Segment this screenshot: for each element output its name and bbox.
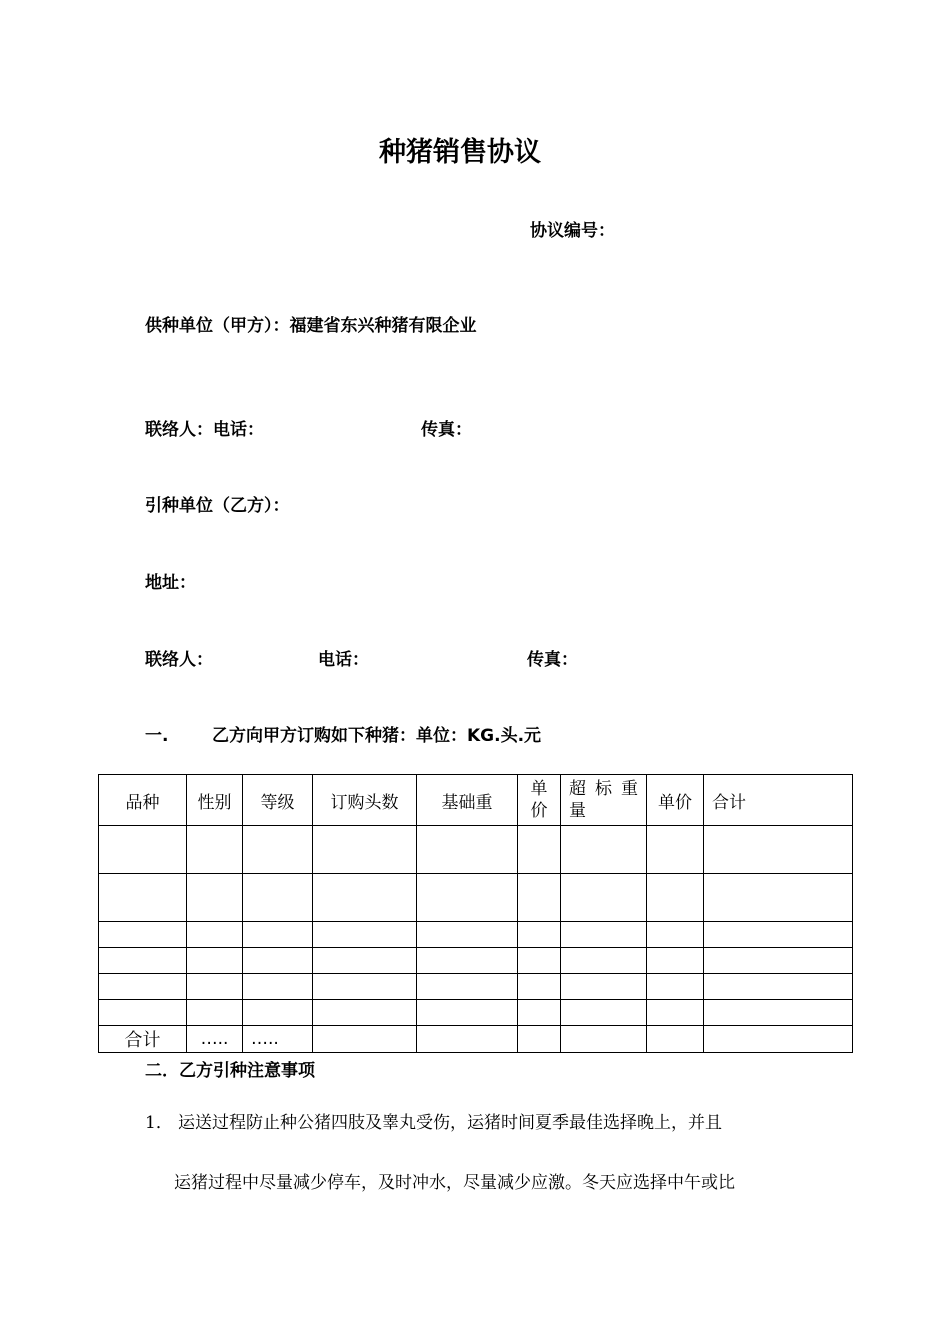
note1-number: 1． (145, 1113, 173, 1133)
header-unit-price-b: 单价 (647, 775, 704, 826)
order-table (98, 774, 853, 1053)
supplier-contact-phone-label: 联络人：电话： (145, 420, 264, 440)
table-row (99, 1000, 853, 1026)
header-over-weight-line1: 超 标 重 (569, 779, 638, 799)
header-sex: 性别 (187, 775, 243, 826)
address-label: 地址： (145, 573, 196, 593)
section2-heading: 二．乙方引种注意事项 (145, 1061, 315, 1081)
table-total-row (99, 1026, 853, 1053)
section1-number: 一. (145, 726, 169, 746)
document-title: 种猪销售协议 (379, 137, 541, 168)
header-breed: 品种 (99, 775, 187, 826)
table-row (99, 826, 853, 874)
header-total: 合计 (704, 775, 853, 826)
table-row (99, 974, 853, 1000)
header-grade: 等级 (243, 775, 313, 826)
buyer-contact-label: 联络人： (145, 650, 213, 670)
table-row (99, 948, 853, 974)
table-row (99, 874, 853, 922)
agreement-number-label: 协议编号： (530, 221, 615, 241)
header-base-weight: 基础重 (417, 775, 518, 826)
table-header-row (99, 775, 853, 826)
note1-line2: 运猪过程中尽量减少停车，及时冲水，尽量减少应激。冬天应选择中午或比 (174, 1173, 735, 1193)
header-unit-price-a-line2: 价 (530, 801, 548, 821)
header-order-count: 订购头数 (313, 775, 417, 826)
header-over-weight (561, 775, 647, 826)
note1-line1: 运送过程防止种公猪四肢及睾丸受伤，运猪时间夏季最佳选择晚上，并且 (178, 1113, 722, 1133)
supplier-fax-label: 传真： (421, 420, 472, 440)
buyer-line: 引种单位（乙方）： (145, 496, 290, 516)
total-cell-sex: ….. (187, 1026, 243, 1053)
header-over-weight-line2: 量 (569, 801, 586, 821)
total-cell-grade: ….. (243, 1026, 313, 1053)
buyer-fax-label: 传真： (527, 650, 578, 670)
header-unit-price-a (518, 775, 561, 826)
header-unit-price-a-line1: 单 (530, 779, 548, 799)
buyer-phone-label: 电话： (318, 650, 369, 670)
supplier-line: 供种单位（甲方）：福建省东兴种猪有限企业 (145, 316, 477, 336)
section1-text: 乙方向甲方订购如下种猪：单位：KG.头.元 (212, 726, 542, 746)
table-row (99, 922, 853, 948)
total-label: 合计 (99, 1026, 187, 1053)
